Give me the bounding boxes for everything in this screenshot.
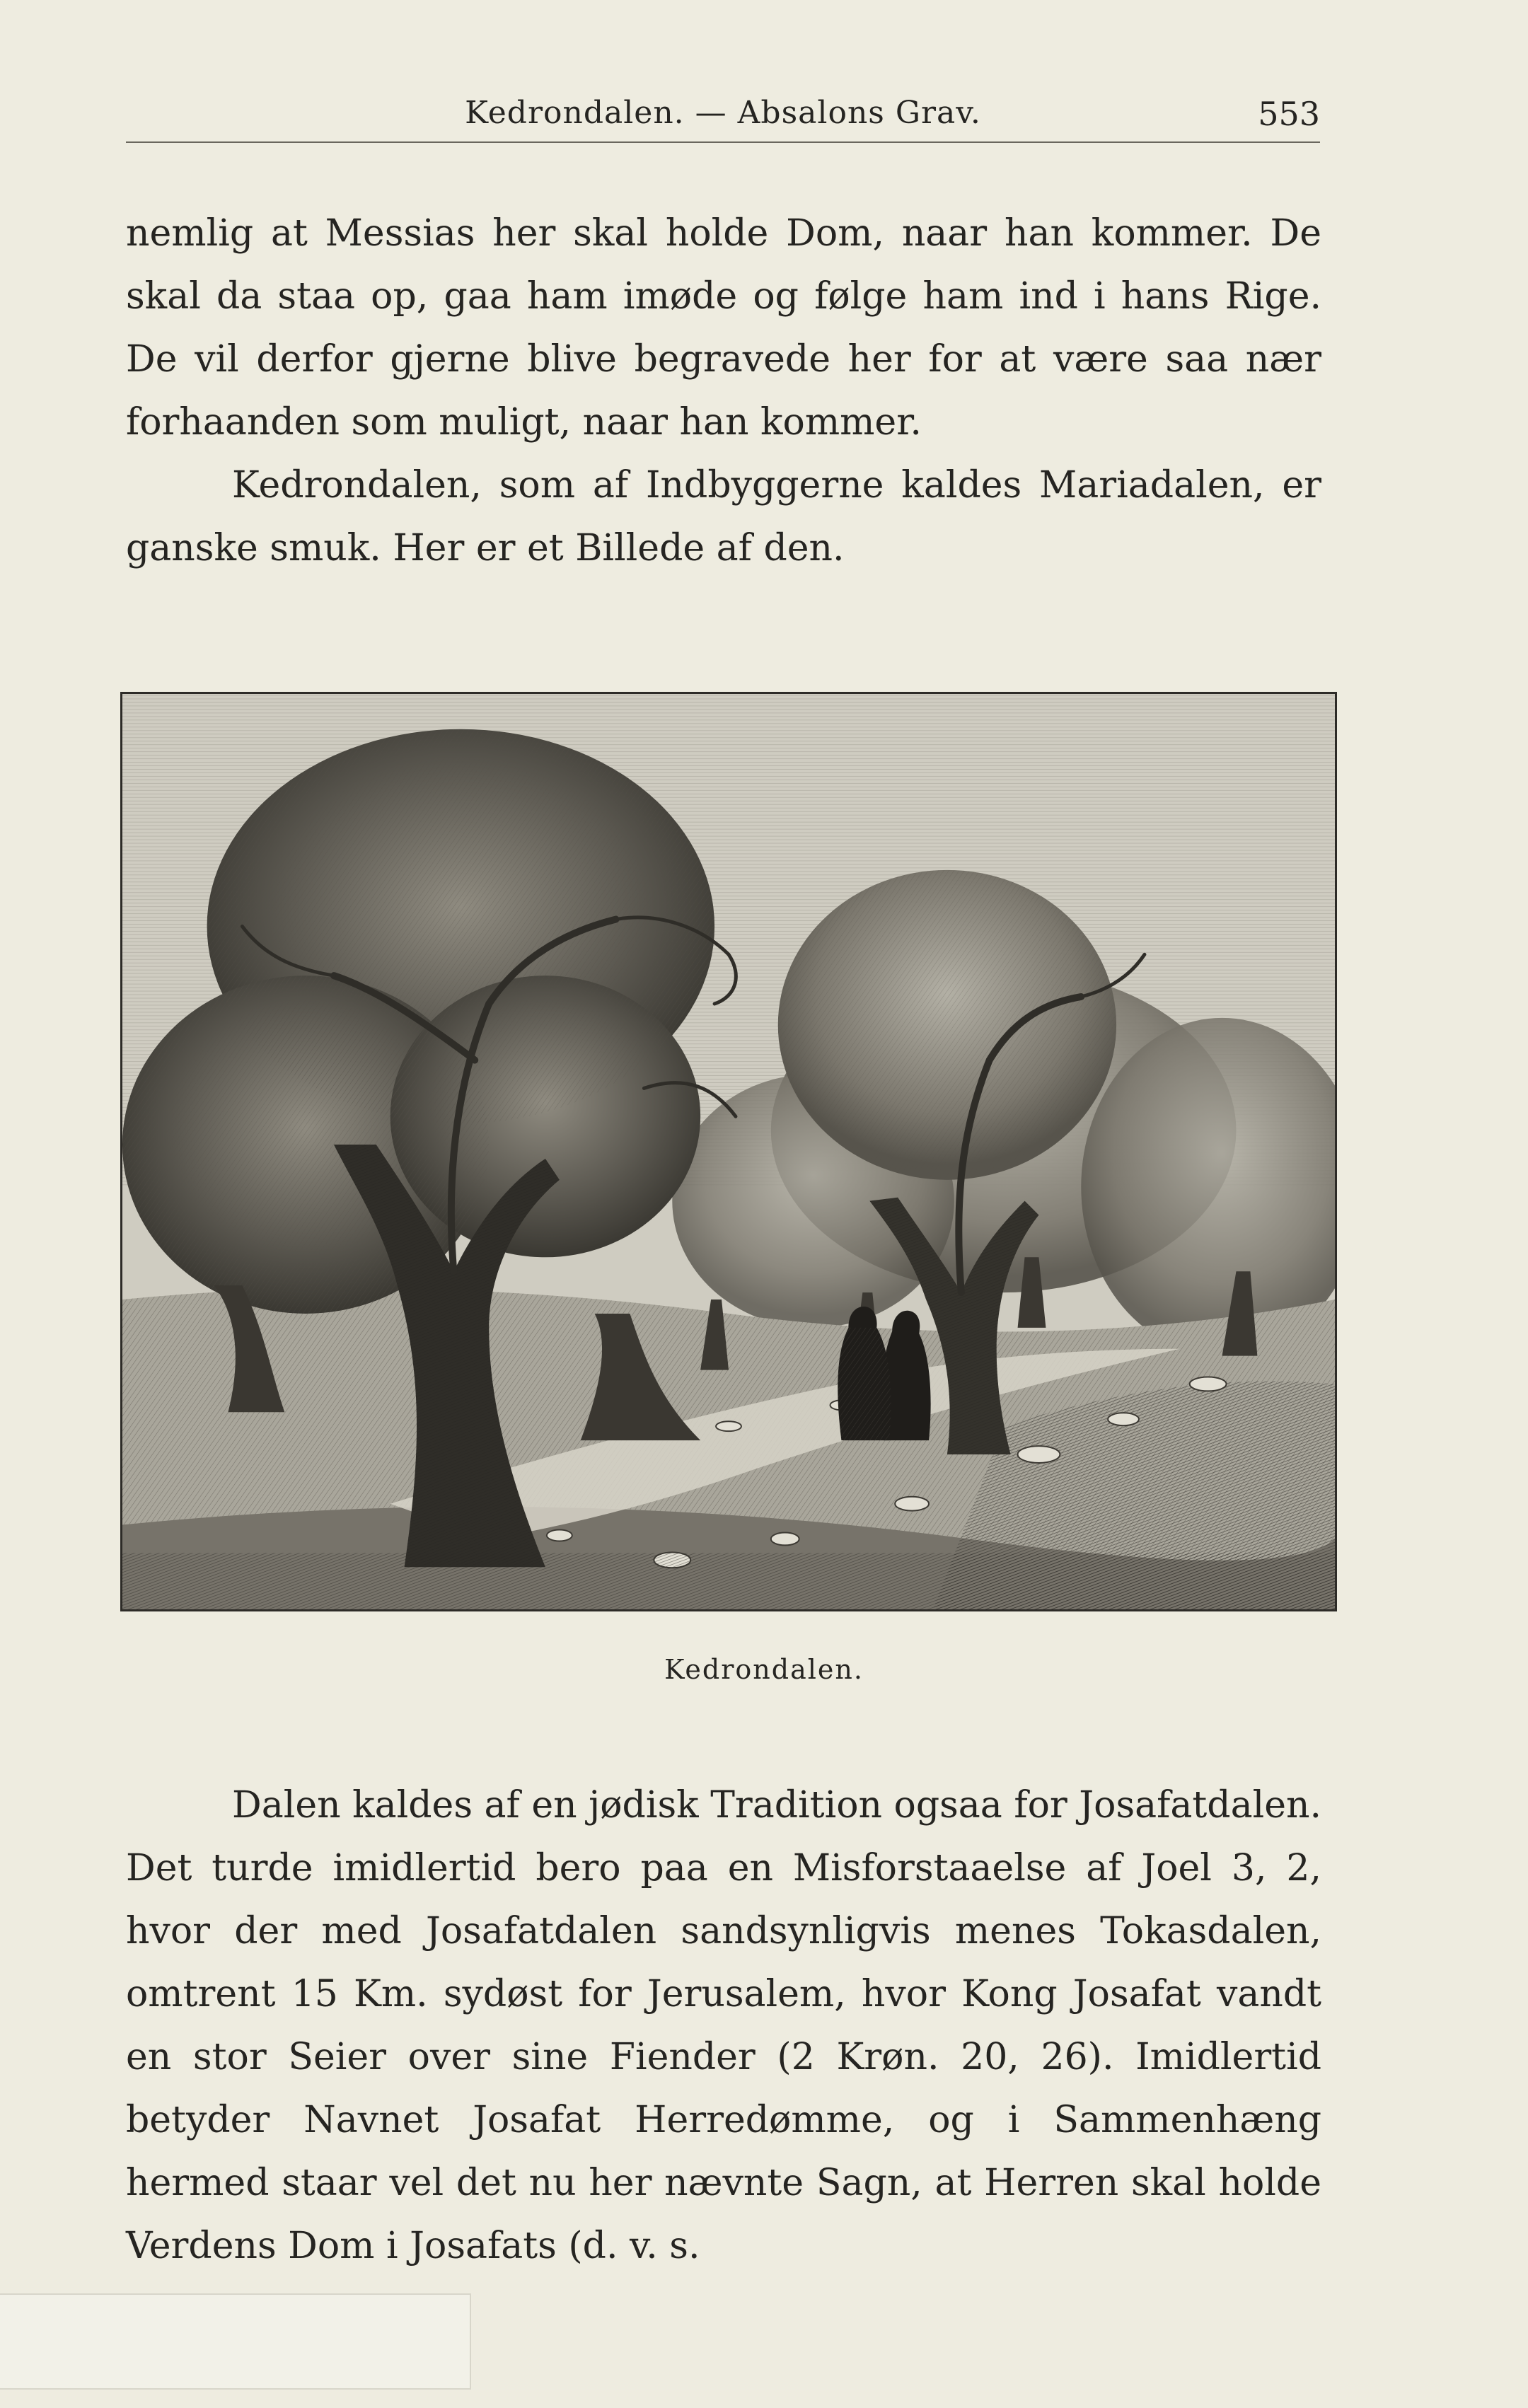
paragraph-josafatdalen: Dalen kaldes af en jødisk Tradition ogsaa for Josafatdalen. Det turde imidlertid bero paa en Misforstaaelse af Joel 3, 2, hvor der med Josafatdalen sandsynligvis menes Tokasdalen, omtrent 15 Km. sydøst for Jerusalem, hvor Kong Josafat vandt en stor Seier over sine Fiender (2 Krøn. 20, 26). Imidlertid betyder Navnet Josafat Herredømme, og i Sammenhæng hermed staar vel det nu her nævnte Sagn, at Herren skal holde Verdens Dom i Josafats (d. v. s. bbox=[126, 1784, 1321, 2267]
running-title: Kedrondalen. — Absalons Grav. bbox=[465, 95, 981, 131]
paragraph-continuation: nemlig at Messias her skal holde Dom, naar han kommer. De skal da staa op, gaa ham imøde og følge ham ind i hans Rige. De vil derfor gjerne blive begravede her for at være saa nær forhaanden som muligt, naar han kommer. bbox=[126, 212, 1321, 444]
paragraph-kedrondalen: Kedrondalen, som af Indbyggerne kaldes Mariadalen, er ganske smuk. Her er et Billede af den. bbox=[126, 464, 1321, 569]
illustration-engraving bbox=[120, 692, 1337, 1611]
paper-slip bbox=[0, 2293, 471, 2390]
body-text-bottom bbox=[126, 1774, 1321, 2278]
engraving-icon bbox=[122, 694, 1335, 1609]
running-head bbox=[126, 92, 1320, 143]
body-text-top bbox=[126, 202, 1321, 580]
figure-caption: Kedrondalen. bbox=[664, 1654, 864, 1685]
page-number: 553 bbox=[1258, 95, 1320, 133]
